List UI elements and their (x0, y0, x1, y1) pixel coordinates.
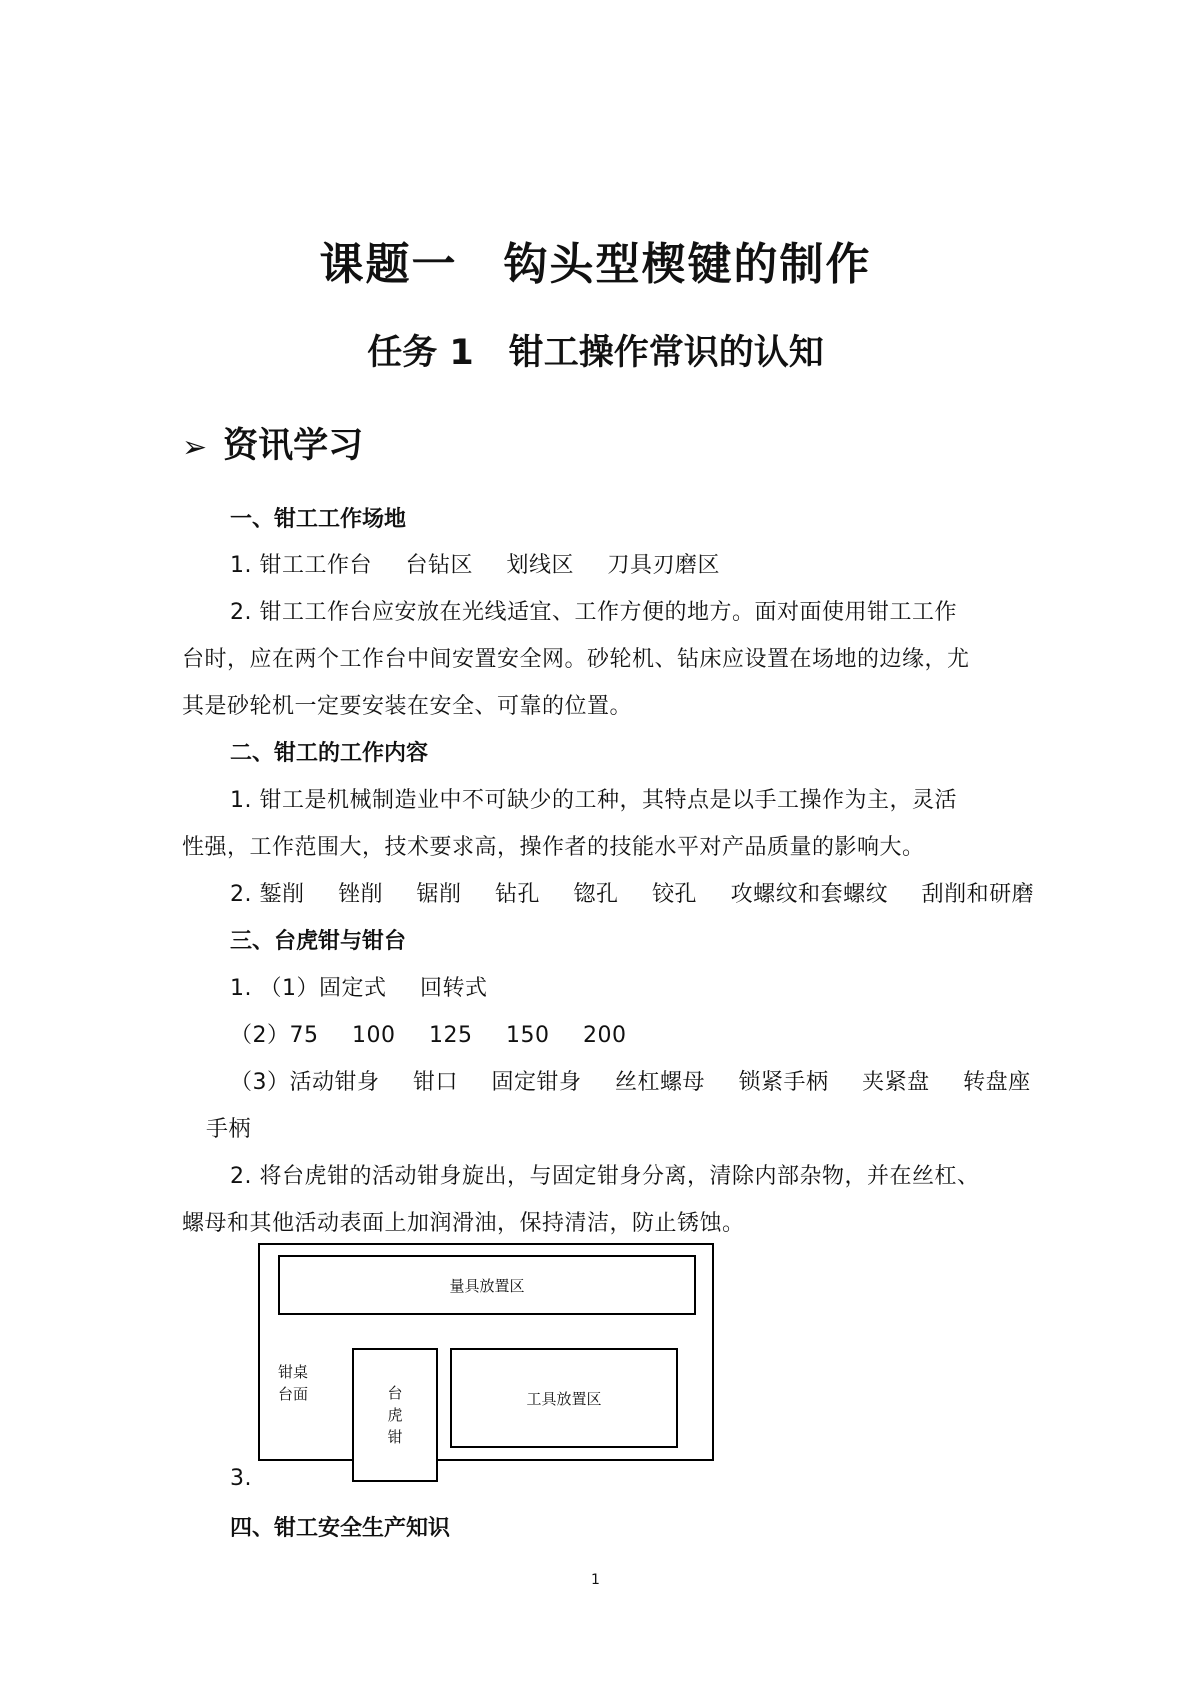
list-item: （3）活动钳身 (230, 1070, 380, 1095)
tool-area-label: 工具放置区 (526, 1389, 602, 1408)
part3-item1-types (230, 971, 488, 1002)
bench-top-label (278, 1361, 308, 1405)
list-item: 125 (429, 1023, 473, 1048)
list-item: 1. （1）固定式 (230, 976, 387, 1001)
part1-item1 (230, 548, 720, 579)
paragraph-line: 台时，应在两个工作台中间安置安全网。砂轮机、钻床应设置在场地的边缘，尤 (182, 647, 970, 672)
list-item: 回转式 (419, 976, 488, 1001)
part4-heading: 四、钳工安全生产知识 (230, 1516, 451, 1541)
list-item: 固定钳身 (491, 1070, 582, 1095)
part1-heading: 一、钳工工作场地 (230, 507, 407, 532)
paragraph-line: 螺母和其他活动表面上加润滑油，保持清洁，防止锈蚀。 (182, 1211, 745, 1236)
list-item: 铰孔 (652, 882, 698, 907)
list-item: 锁紧手柄 (738, 1070, 829, 1095)
list-item: 锪孔 (573, 882, 619, 907)
measure-area-label: 量具放置区 (449, 1276, 525, 1295)
page-number: 1 (591, 1572, 600, 1588)
part3-heading: 三、台虎钳与钳台 (230, 929, 407, 954)
measure-area-box (278, 1255, 696, 1315)
list-item: 2. 錾削 (230, 882, 305, 907)
list-item: 丝杠螺母 (615, 1070, 706, 1095)
list-item: 150 (506, 1023, 550, 1048)
paragraph-line: 1. 钳工是机械制造业中不可缺少的工种，其特点是以手工操作为主，灵活 (230, 788, 957, 813)
part3-item1-parts-cont: 手柄 (206, 1117, 252, 1142)
list-item: 台钻区 (405, 553, 473, 578)
vise-label-char: 钳 (387, 1428, 403, 1446)
list-item: 转盘座 (963, 1070, 1031, 1095)
list-item: （2）75 (230, 1023, 319, 1048)
list-item: 100 (352, 1023, 396, 1048)
bench-top-label-line: 钳桌 (278, 1363, 309, 1381)
bench-top-label-line: 台面 (278, 1385, 309, 1403)
workbench-layout-diagram (258, 1243, 714, 1461)
vise-box (352, 1348, 438, 1482)
list-item: 锯削 (416, 882, 462, 907)
lesson-title: 课题一 钩头型楔键的制作 (319, 239, 872, 290)
part2-item2 (230, 877, 1034, 908)
task-title: 任务 1 钳工操作常识的认知 (367, 333, 824, 373)
vise-label-char: 虎 (387, 1406, 403, 1424)
paragraph-line: 2. 钳工工作台应安放在光线适宜、工作方便的地方。面对面使用钳工工作 (230, 600, 957, 625)
part3-item1-sizes (230, 1018, 627, 1049)
list-item: 刮削和研磨 (921, 882, 1035, 907)
list-item: 钻孔 (495, 882, 541, 907)
list-item: 刀具刃磨区 (607, 553, 721, 578)
list-item: 攻螺纹和套螺纹 (730, 882, 889, 907)
list-item: 1. 钳工工作台 (230, 553, 372, 578)
list-item: 钳口 (413, 1070, 459, 1095)
part3-item3-number: 3. (230, 1466, 252, 1491)
section-label: 资讯学习 (223, 426, 364, 466)
paragraph-line: 2. 将台虎钳的活动钳身旋出，与固定钳身分离，清除内部杂物，并在丝杠、 (230, 1164, 980, 1189)
part2-heading: 二、钳工的工作内容 (230, 741, 429, 766)
vise-label-char: 台 (387, 1384, 403, 1402)
list-item: 夹紧盘 (862, 1070, 930, 1095)
part3-item1-parts (230, 1065, 1031, 1096)
list-item: 200 (583, 1023, 627, 1048)
section-heading (182, 418, 363, 468)
tool-area-box (450, 1348, 678, 1448)
list-item: 锉削 (337, 882, 383, 907)
list-item: 划线区 (506, 553, 575, 578)
paragraph-line: 其是砂轮机一定要安装在安全、可靠的位置。 (182, 694, 633, 719)
arrow-bullet-icon: ➢ (182, 430, 208, 465)
paragraph-line: 性强，工作范围大，技术要求高，操作者的技能水平对产品质量的影响大。 (182, 835, 925, 860)
